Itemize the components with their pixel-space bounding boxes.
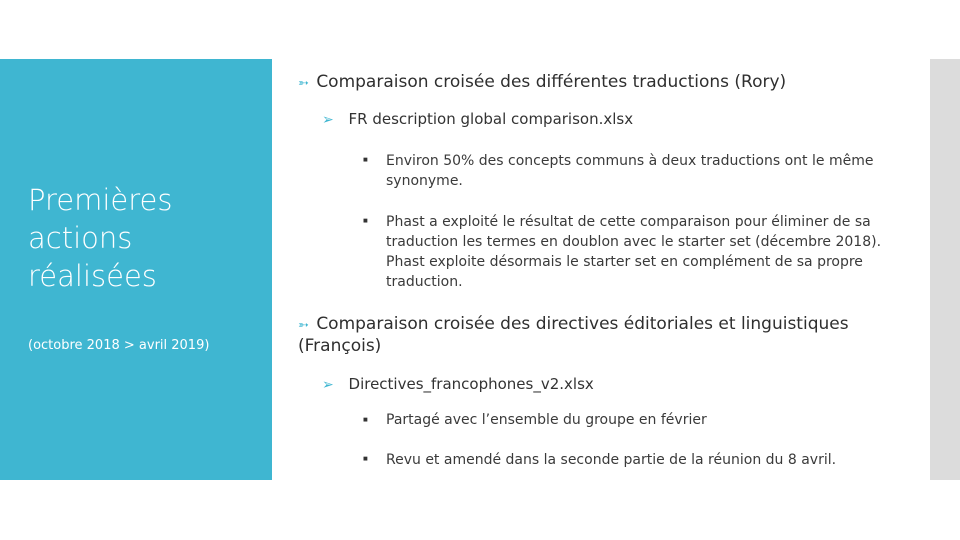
slide-title: Premières actions réalisées xyxy=(28,183,173,293)
item-2-file: Directives_francophones_v2.xlsx xyxy=(348,375,594,393)
item-1-file: FR description global comparison.xlsx xyxy=(348,110,634,128)
item-2-text: Comparaison croisée des directives éditoriales et linguistiques (François) xyxy=(298,314,849,356)
square-bullet-icon: ■ xyxy=(363,454,368,463)
arrow-bullet-icon: ➢ xyxy=(322,377,334,393)
arrow-bullet-icon: ➢ xyxy=(322,112,334,128)
square-bullet-icon: ■ xyxy=(363,216,368,225)
item-2-point-1: Partagé avec l’ensemble du groupe en février xyxy=(386,412,707,428)
feather-bullet-icon: ➳ xyxy=(298,318,309,333)
item-1-sub xyxy=(322,110,633,129)
square-bullet-icon: ■ xyxy=(363,155,368,164)
slide-subtitle: (octobre 2018 > avril 2019) xyxy=(28,338,210,353)
item-2 xyxy=(298,314,898,356)
feather-bullet-icon: ➳ xyxy=(298,76,309,91)
square-bullet-icon: ■ xyxy=(363,415,368,424)
item-1-text: Comparaison croisée des différentes traductions (Rory) xyxy=(316,72,787,92)
right-edge-strip xyxy=(930,59,960,480)
item-1 xyxy=(298,72,786,94)
item-1-point-1: Environ 50% des concepts communs à deux traductions ont le même synonyme. xyxy=(386,153,874,189)
item-1-point-2: Phast a exploité le résultat de cette comparaison pour éliminer de sa traduction les termes en doublon avec le starter set (décembre 2018). Phast exploite désormais le starter set en complément de sa propre traduction. xyxy=(386,214,882,290)
item-2-sub xyxy=(322,375,594,394)
item-2-point-2: Revu et amendé dans la seconde partie de la réunion du 8 avril. xyxy=(386,452,837,468)
